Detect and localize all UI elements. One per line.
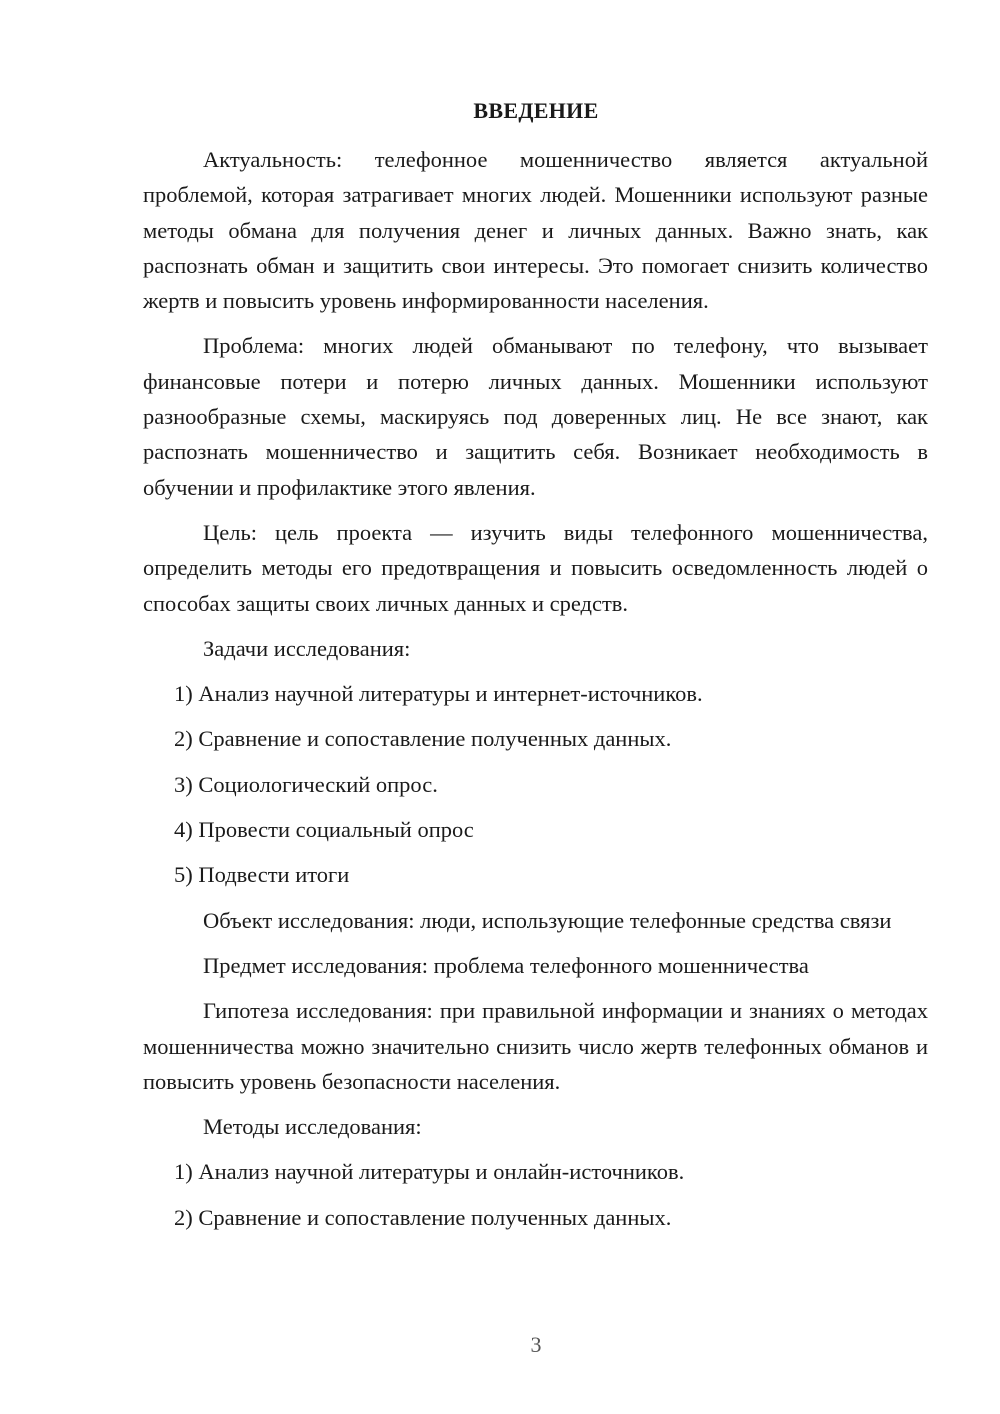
paragraph-object: Объект исследования: люди, использующие телефонные средства связи [203, 907, 892, 933]
task-item-2: 2) Сравнение и сопоставление полученных данных. [174, 726, 672, 752]
task-item-1: 1) Анализ научной литературы и интернет-источников. [174, 681, 703, 707]
methods-heading: Методы исследования: [203, 1114, 422, 1140]
page-number: 3 [530, 1332, 542, 1357]
document-body [143, 142, 928, 1245]
task-item-3: 3) Социологический опрос. [174, 771, 438, 797]
method-item-1: 1) Анализ научной литературы и онлайн-источников. [174, 1159, 685, 1185]
method-item-2: 2) Сравнение и сопоставление полученных данных. [174, 1204, 672, 1230]
task-item-4: 4) Провести социальный опрос [174, 817, 474, 843]
page-title: ВВЕДЕНИЕ [473, 98, 599, 123]
paragraph-hypothesis: Гипотеза исследования: при правильной информации и знаниях о методах мошенничества можно значительно снизить число жертв телефонных обманов и повысить уровень безопасности населения. [143, 998, 928, 1094]
tasks-heading: Задачи исследования: [203, 635, 411, 661]
paragraph-goal: Цель: цель проекта — изучить виды телефонного мошенничества, определить методы его предотвращения и повысить осведомленность людей о способах защиты своих личных данных и средств. [143, 519, 928, 616]
paragraph-subject: Предмет исследования: проблема телефонного мошенничества [203, 952, 809, 978]
task-item-5: 5) Подвести итоги [174, 862, 350, 888]
paragraph-relevance: Актуальность: телефонное мошенничество является актуальной проблемой, которая затрагивает многих людей. Мошенники используют разные методы обмана для получения денег и личных данных. Важно знать, как распознать обман и защитить свои интересы. Это помогает снизить количество жертв и повысить уровень информированности населения. [143, 147, 928, 314]
paragraph-problem: Проблема: многих людей обманывают по телефону, что вызывает финансовые потери и потерю личных данных. Мошенники используют разнообразные схемы, маскируясь под доверенных лиц. Не все знают, как распознать мошенничество и защитить себя. Возникает необходимость в обучении и профилактике этого явления. [143, 333, 928, 500]
